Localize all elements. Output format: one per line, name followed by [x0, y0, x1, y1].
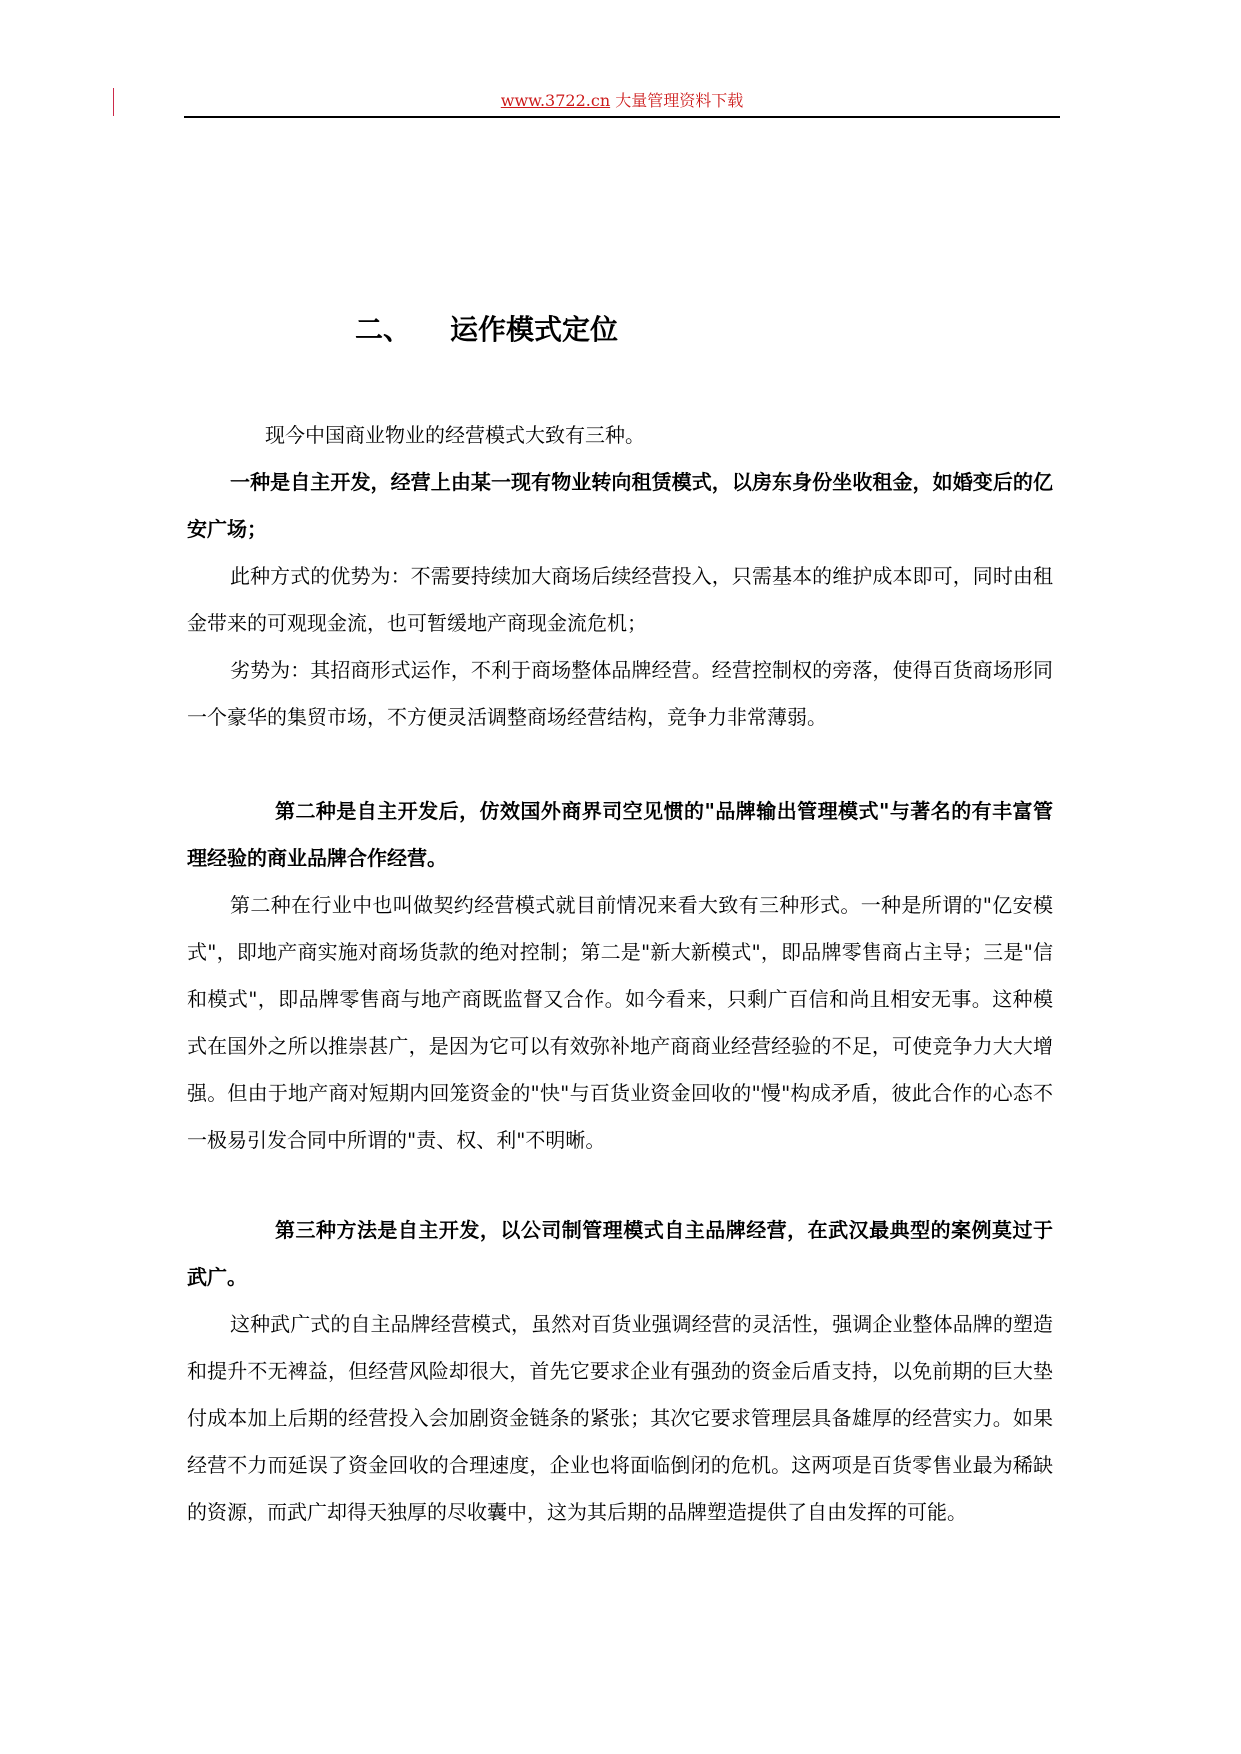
- section-title: [355, 308, 618, 348]
- mode1-advantages: 此种方式的优势为：不需要持续加大商场后续经营投入，只需基本的维护成本即可，同时由租金带来的可观现金流，也可暂缓地产商现金流危机；: [187, 564, 1053, 635]
- mode2-heading: 第二种是自主开发后，仿效国外商界司空见惯的"品牌输出管理模式"与著名的有丰富管理经验的商业品牌合作经营。: [187, 799, 1053, 870]
- mode3-body: 这种武广式的自主品牌经营模式，虽然对百货业强调经营的灵活性，强调企业整体品牌的塑造和提升不无裨益，但经营风险却很大，首先它要求企业有强劲的资金后盾支持，以免前期的巨大垫付成本加上后期的经营投入会加剧资金链条的紧张；其次它要求管理层具备雄厚的经营实力。如果经营不力而延误了资金回收的合理速度，企业也将面临倒闭的危机。这两项是百货零售业最为稀缺的资源，而武广却得天独厚的尽收囊中，这为其后期的品牌塑造提供了自由发挥的可能。: [187, 1312, 1053, 1524]
- margin-mark: [113, 88, 114, 116]
- page-header: [184, 90, 1060, 118]
- section-number: 二、: [355, 313, 412, 346]
- header-caption: 大量管理资料下载: [610, 91, 744, 110]
- document-body: [187, 412, 1053, 1536]
- mode3-heading: 第三种方法是自主开发，以公司制管理模式自主品牌经营，在武汉最典型的案例莫过于武广。: [187, 1218, 1053, 1289]
- mode1-disadvantages: 劣势为：其招商形式运作，不利于商场整体品牌经营。经营控制权的旁落，使得百货商场形同一个豪华的集贸市场，不方便灵活调整商场经营结构，竞争力非常薄弱。: [187, 658, 1053, 729]
- header-link[interactable]: www.3722.cn: [500, 91, 611, 110]
- mode1-heading: 一种是自主开发，经营上由某一现有物业转向租赁模式，以房东身份坐收租金，如婚变后的亿安广场；: [187, 470, 1053, 541]
- header-text: [501, 91, 743, 110]
- intro-paragraph: 现今中国商业物业的经营模式大致有三种。: [265, 423, 645, 447]
- mode2-body: 第二种在行业中也叫做契约经营模式就目前情况来看大致有三种形式。一种是所谓的"亿安模式"，即地产商实施对商场货款的绝对控制；第二是"新大新模式"，即品牌零售商占主导；三是"信和模式"，即品牌零售商与地产商既监督又合作。如今看来，只剩广百信和尚且相安无事。这种模式在国外之所以推崇甚广，是因为它可以有效弥补地产商商业经营经验的不足，可使竞争力大大增强。但由于地产商对短期内回笼资金的"快"与百货业资金回收的"慢"构成矛盾，彼此合作的心态不一极易引发合同中所谓的"责、权、利"不明晰。: [187, 893, 1053, 1152]
- section-title-text: 运作模式定位: [450, 313, 619, 346]
